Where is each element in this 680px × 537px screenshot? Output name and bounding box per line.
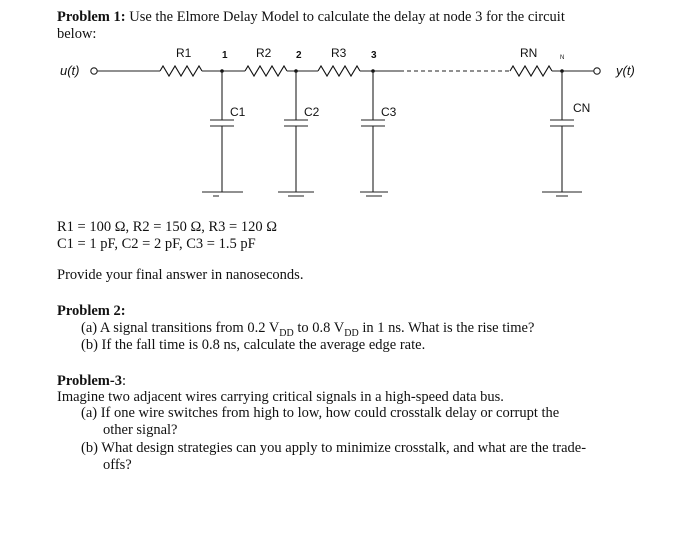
- problem3-intro: Imagine two adjacent wires carrying critical signals in a high-speed data bus.: [57, 389, 504, 405]
- problem3-part-b-line1: (b) What design strategies can you apply to minimize crosstalk, and what are the trade-: [81, 440, 587, 456]
- problem2-vdd-subscript-2: DD: [344, 327, 359, 339]
- c1-label: C1: [230, 105, 246, 119]
- problem3-part-a-line2: other signal?: [103, 422, 178, 438]
- problem2-heading: Problem 2:: [57, 303, 126, 319]
- node2-label: 2: [296, 50, 302, 61]
- problem2-part-a-prefix: (a) A signal transitions from 0.2 V: [81, 320, 280, 336]
- node3-label: 3: [371, 50, 377, 61]
- problem3-heading-line: [57, 373, 126, 390]
- r2-label: R2: [256, 46, 272, 60]
- input-label: u(t): [60, 63, 80, 78]
- problem1-text-line2: below:: [57, 26, 97, 42]
- problem3-heading: Problem-3: [57, 373, 122, 389]
- r1-label: R1: [176, 46, 192, 60]
- problem2-vdd-subscript-1: DD: [279, 327, 294, 339]
- problem1-description: Use the Elmore Delay Model to calculate the delay at node 3 for the circuit: [129, 9, 565, 25]
- problem1-instruction: Provide your final answer in nanoseconds.: [57, 267, 304, 283]
- rn-resistor: [510, 66, 552, 76]
- problem2-part-b: (b) If the fall time is 0.8 ns, calculate the average edge rate.: [81, 337, 426, 353]
- problem2-part-a-suffix: in 1 ns. What is the rise time?: [358, 320, 535, 336]
- problem3-part-a-line1: (a) If one wire switches from high to low, how could crosstalk delay or corrupt the: [81, 405, 560, 421]
- nodeN-label: N: [560, 55, 565, 61]
- c2-label: C2: [304, 105, 320, 119]
- r2-resistor: [245, 66, 287, 76]
- output-label: y(t): [616, 63, 635, 78]
- problem1-resistor-values: R1 = 100 Ω, R2 = 150 Ω, R3 = 120 Ω: [57, 219, 277, 235]
- problem1-capacitor-values: C1 = 1 pF, C2 = 2 pF, C3 = 1.5 pF: [57, 236, 256, 252]
- r3-resistor: [318, 66, 360, 76]
- output-terminal: [594, 68, 600, 74]
- cn-label: CN: [573, 101, 591, 115]
- problem3-heading-colon: :: [121, 373, 126, 389]
- problem2-part-a-mid: to 0.8 V: [293, 320, 345, 336]
- problem3-part-b-line2: offs?: [103, 457, 132, 473]
- c3-label: C3: [381, 105, 397, 119]
- input-terminal: [91, 68, 97, 74]
- rn-label: RN: [520, 46, 538, 60]
- node1-label: 1: [222, 50, 228, 61]
- r3-label: R3: [331, 46, 347, 60]
- rc-ladder-circuit-diagram: [0, 0, 680, 215]
- problem1-heading: Problem 1:: [57, 9, 126, 25]
- r1-resistor: [160, 66, 202, 76]
